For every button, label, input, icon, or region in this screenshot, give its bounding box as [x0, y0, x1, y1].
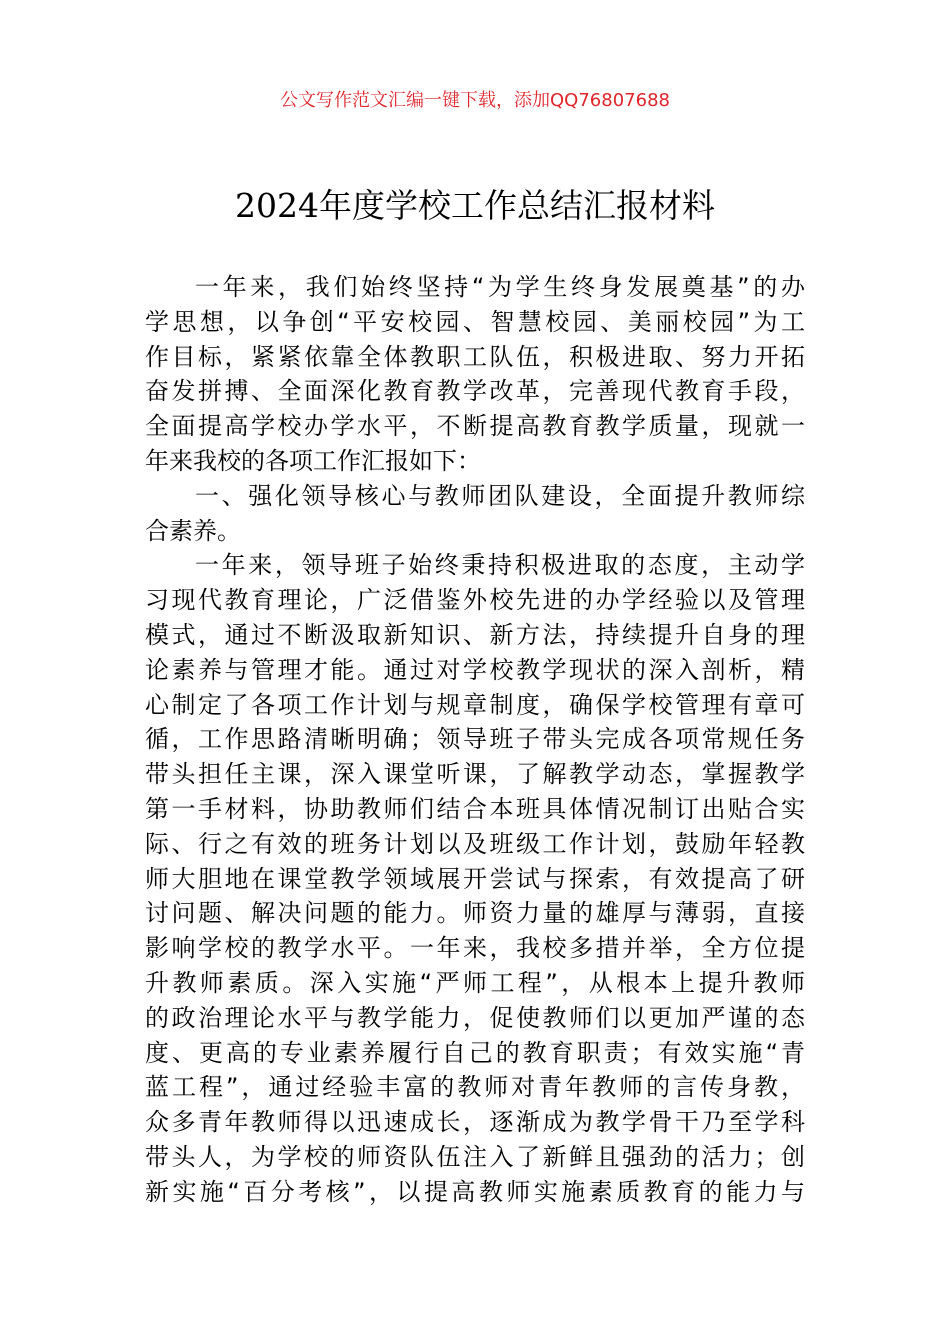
paragraph-line: 一年来，领导班子始终秉持积极进取的态度，主动学 [195, 551, 805, 580]
paragraph-line: 年来我校的各项工作汇报如下： [145, 446, 481, 475]
paragraph-line: 讨问题、解决问题的能力。师资力量的雄厚与薄弱，直接 [145, 899, 805, 928]
paragraph-line: 学思想，以争创“平安校园、智慧校园、美丽校园”为工 [145, 307, 805, 336]
paragraph-line: 一、强化领导核心与教师团队建设，全面提升教师综 [195, 481, 805, 510]
paragraph-line: 模式，通过不断汲取新知识、新方法，持续提升自身的理 [145, 620, 805, 649]
document-body [145, 270, 805, 1210]
paragraph-line: 众多青年教师得以迅速成长，逐渐成为教学骨干乃至学科 [145, 1108, 805, 1137]
paragraph-line: 循，工作思路清晰明确；领导班子带头完成各项常规任务 [145, 725, 805, 754]
paragraph-line: 升教师素质。深入实施“严师工程”，从根本上提升教师 [145, 968, 805, 997]
paragraph-line: 的政治理论水平与教学能力，促使教师们以更加严谨的态 [145, 1003, 805, 1032]
paragraph-line: 师大胆地在课堂教学领域展开尝试与探索，有效提高了研 [145, 864, 805, 893]
paragraph-line: 度、更高的专业素养履行自己的教育职责；有效实施“青 [145, 1038, 805, 1067]
paragraph-line: 全面提高学校办学水平，不断提高教育教学质量，现就一 [145, 412, 805, 441]
paragraph-line: 第一手材料，协助教师们结合本班具体情况制订出贴合实 [145, 794, 805, 823]
paragraph-line: 带头担任主课，深入课堂听课，了解教学动态，掌握教学 [145, 760, 805, 789]
document-title: 2024年度学校工作总结汇报材料 [235, 186, 715, 225]
paragraph-line: 带头人，为学校的师资队伍注入了新鲜且强劲的活力；创 [145, 1142, 805, 1171]
paragraph-line: 奋发拼搏、全面深化教育教学改革，完善现代教育手段， [145, 377, 805, 406]
paragraph-line: 际、行之有效的班务计划以及班级工作计划，鼓励年轻教 [145, 829, 805, 858]
paragraph-line: 论素养与管理才能。通过对学校教学现状的深入剖析，精 [145, 655, 805, 684]
paragraph-line: 心制定了各项工作计划与规章制度，确保学校管理有章可 [145, 690, 805, 719]
download-banner: 公文写作范文汇编一键下载，添加QQ76807688 [280, 90, 670, 111]
paragraph-line: 一年来，我们始终坚持“为学生终身发展奠基”的办 [195, 273, 805, 301]
paragraph-line: 作目标，紧紧依靠全体教职工队伍，积极进取、努力开拓 [145, 342, 805, 371]
paragraph-line: 影响学校的教学水平。一年来，我校多措并举，全方位提 [145, 934, 805, 963]
paragraph-line: 习现代教育理论，广泛借鉴外校先进的办学经验以及管理 [145, 586, 805, 615]
paragraph-line: 合素养。 [145, 516, 241, 545]
paragraph-line: 新实施“百分考核”，以提高教师实施素质教育的能力与 [145, 1177, 805, 1206]
paragraph-line: 蓝工程”，通过经验丰富的教师对青年教师的言传身教， [145, 1073, 805, 1102]
